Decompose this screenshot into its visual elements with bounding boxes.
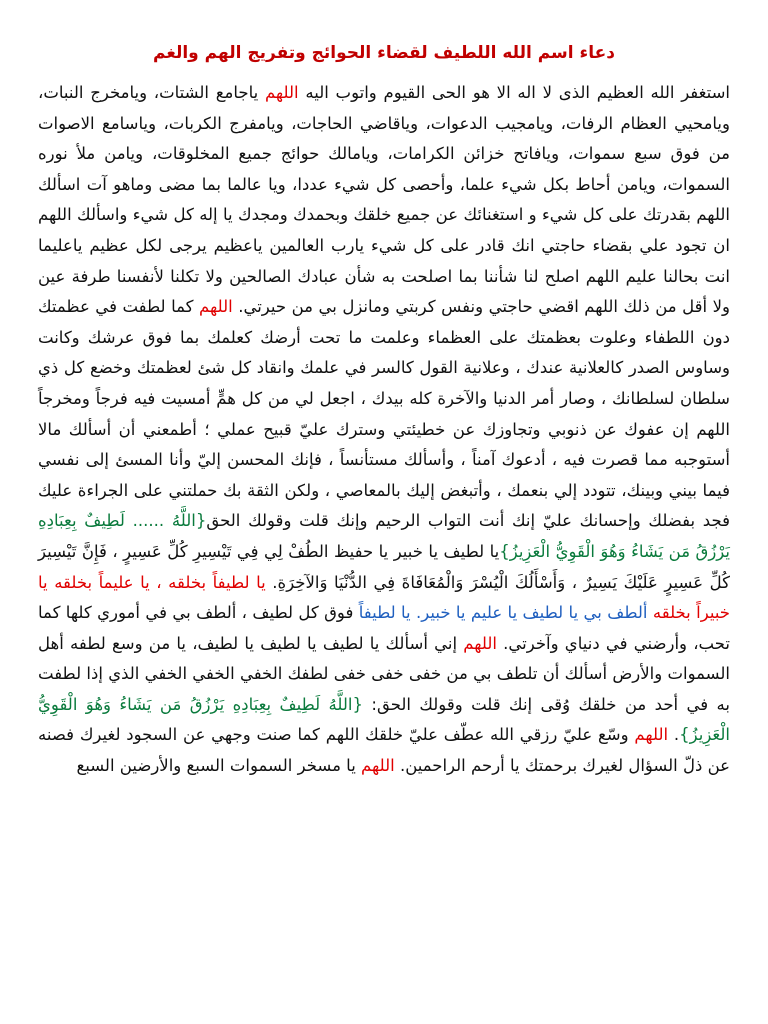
prayer-text-segment: كما لطفت في عظمتك دون اللطفاء وعلوت بعظمتك على العظماء وعلمت ما تحت أرضك كعلمك بما فوق عرشك وكانت وساوس الصدر كالعلانية عندك ، وعلانية القول كالسر في علمك وانقاد كل شئ لعظمتك وخضع كل ذي سلطان لسلطانك ، وصار أمر الدنيا والآخرة كله بيدك ، اجعل لي من كل همٍّ أمسيت فيه فرجاً ومخرجاً اللهم إن عفوك عن ذنوبي وتجاوزك عن خطيئتي وسترك عليّ قبيح عملي ؛ أطمعني أن أسألك مالا أستوجبه مما قصرت فيه ، أدعوك آمناً ، وأسألك مستأنساً ، فإنك المحسن إليّ وأنا المسئ إلى نفسي فيما بيني وبينك، تتودد إلي بنعمك ، وأتبغض إليك بالمعاصي ، ولكن الثقة بك حملتني على الجراءة عليك فجد بفضلك وإحسانك عليّ إنك أنت التواب الرحيم وإنك قلت وقولك الحق (38, 297, 730, 531)
quran-verse: {اللَّهُ ...... لَطِيفٌ بِعِبَادِهِ يَرْزُقُ مَن يَشَاءُ وَهُوَ الْقَوِيُّ الْعَزِيزُ} (38, 511, 730, 561)
prayer-text-segment: ياجامع الشتات، ويامخرج النبات، ويامحيي العظام الرفات، ويامجيب الدعوات، وياقاضي الحاجات، ويامفرج الكربات، وياسامع الاصوات من فوق سبع سموات، ويافاتح خزائن الكرامات، ويامالك حوائج جميع المخلوقات، ويامن ملأ نوره السموات، ويامن أحاط بكل شيء علما، وأحصى كل شيء عددا، ويا عالما بما مضى وماهو آت اسألك اللهم بقدرتك على كل شيء و استغنائك عن جميع خلقك وبحمدك ومجدك يا إله كل شيء واسألك اللهم ان تجود علي بقضاء حاجتي انك قادر على كل شيء يارب العالمين ياعظيم يرجى لكل عظيم ياعليما انت بحالنا عليم اللهم اصلح لنا شأننا بما اصلحت به شأن عبادك الصالحين ولا تكلنا لأنفسنا طرفة عين ولا أقل من ذلك اللهم اقضي حاجتي ونفس كربتي ومانزل بي من حيرتي. (38, 83, 731, 317)
prayer-text-segment: وسّع عليّ رزقي الله عطّف عليّ خلقك اللهم كما صنت وجهي عن السجود لغيرك فصنه عن ذلّ السؤال لغيرك برحمتك يا أرحم الراحمين. (38, 725, 730, 776)
highlighted-invocation: يا لطيفاً بخلقه ، يا عليماً بخلقه يا خبيراً بخلقه (38, 572, 730, 623)
highlighted-invocation: اللهم (634, 725, 669, 745)
prayer-title: دعاء اسم الله اللطيف لقضاء الحوائج وتفريج الهم والغم (153, 43, 615, 63)
highlighted-invocation: اللهم (463, 633, 497, 653)
highlighted-invocation: اللهم (361, 756, 395, 776)
prayer-body-text (38, 78, 730, 782)
prayer-text-segment: استغفر الله العظيم الذى لا اله الا هو الحى القيوم واتوب اليه (298, 83, 730, 102)
prayer-text-segment: . (668, 725, 680, 745)
prayer-text-segment: يا مسخر السموات السبع والأرضين السبع (76, 756, 362, 776)
highlighted-invocation: اللهم (264, 83, 299, 102)
document-page (38, 40, 730, 782)
blue-invocation: ألطف بي يا لطيف يا عليم يا خبير. يا لطيفاً (358, 603, 653, 623)
prayer-text-segment: يا لطيف يا خبير يا حفيظ الطُفْ لِي فِي تَيْسِيرِ كُلِّ عَسِيرٍ ، فَإِنَّ تَيْسِيرَ كُلِّ عَسِيرٍ عَلَيْكَ يَسِيرٌ ، وَأَسْأَلُكَ الْيُسْرَ وَالْمُعَافَاةَ فِي الدُّنْيَا وَالآخِرَةِ. (38, 541, 730, 592)
quran-verse: {اللَّهُ لَطِيفٌ بِعِبَادِهِ يَرْزُقُ مَن يَشَاءُ وَهُوَ الْقَوِيُّ الْعَزِيزُ} (38, 694, 730, 745)
prayer-text-segment: فوق كل لطيف ، ألطف بي في أموري كلها كما تحب، وأرضني في دنياي وآخرتي. (38, 603, 730, 653)
highlighted-invocation: اللهم (199, 297, 233, 317)
prayer-text-segment: إني أسألك يا لطيف يا لطيف يا لطيف، يا من وسع لطفه أهل السموات والأرض أسألك أن تلطف بي من خفى خفى خفى لطفك الخفي الخفي الخفي الذي إذا لطفت به في أحد من خلقك وُقى إنك قلت وقولك الحق: (38, 633, 730, 714)
